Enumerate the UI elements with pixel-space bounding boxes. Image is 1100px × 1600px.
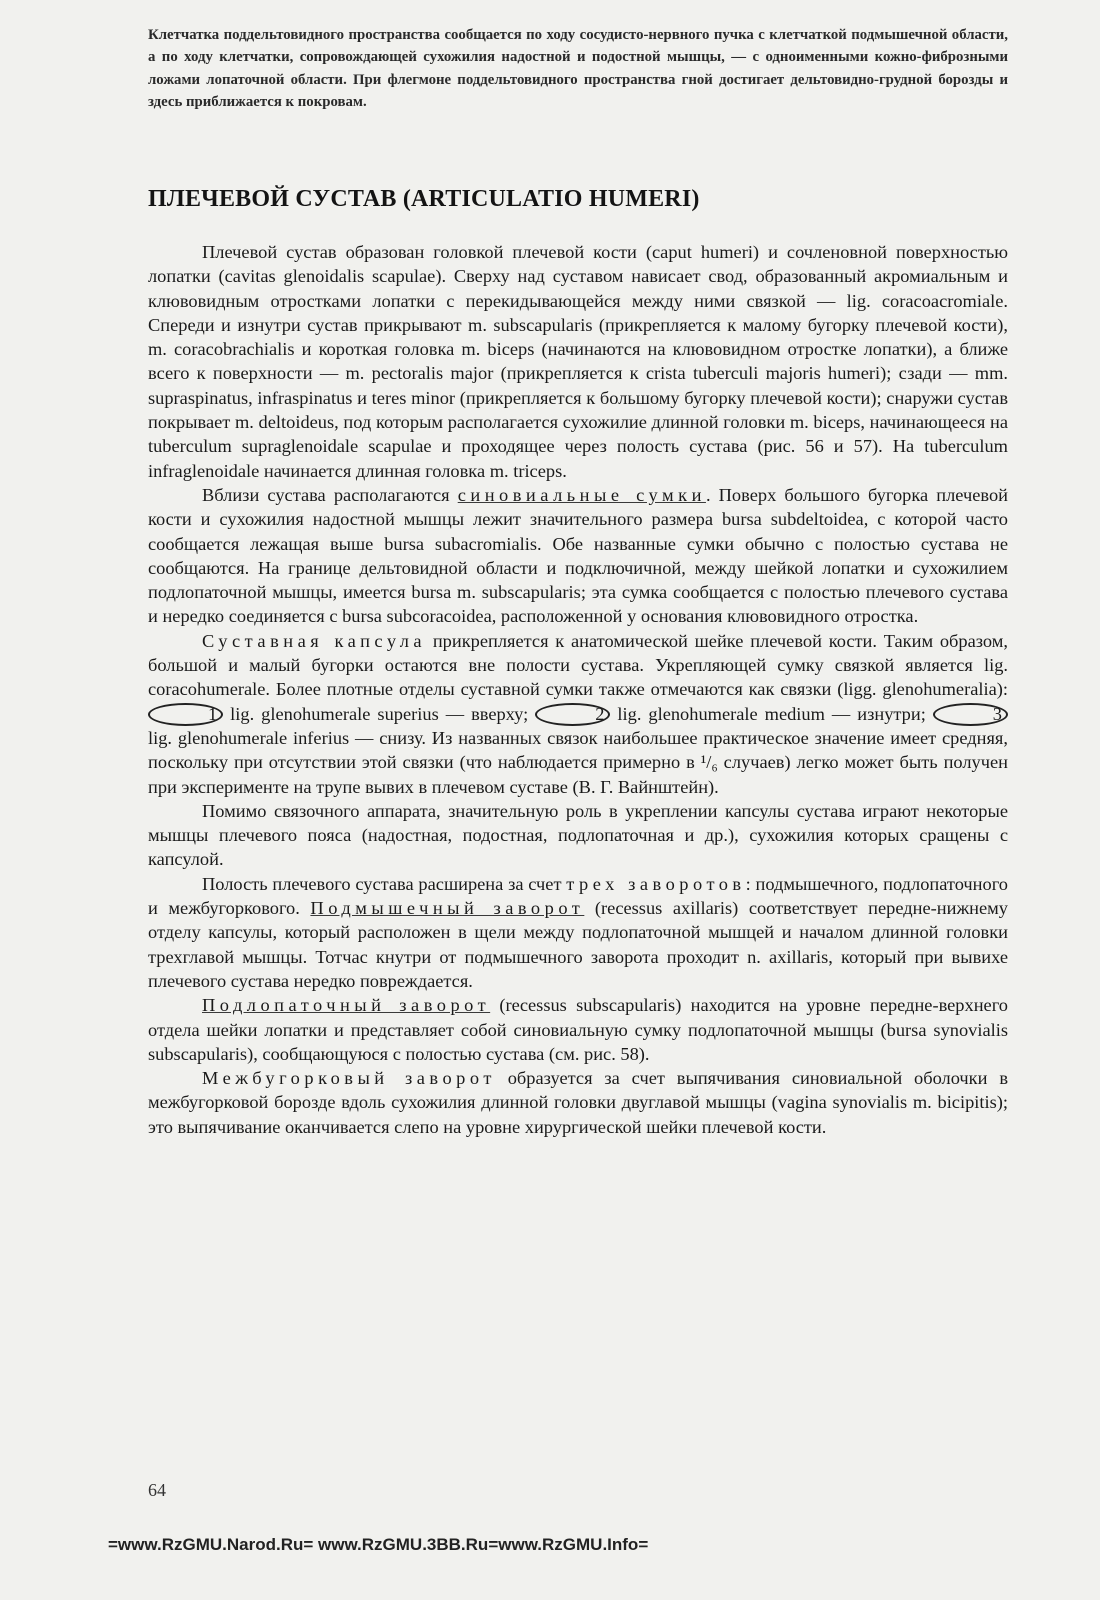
paragraph-6-rest: (recessus subscapularis) находится на уровне передне-верхнего отдела шейки лопатки и представляет собой синовиальную сумку подлопаточной мышцы (bursa synovialis subscapularis), сообщающуюся с полостью сустава (см. рис. 58). xyxy=(148,995,1008,1064)
paragraph-5-start: Полость плечевого сустава расширена за счет xyxy=(202,873,567,894)
paragraph-5 xyxy=(148,872,1008,993)
page-number: 64 xyxy=(148,1480,166,1500)
paragraph-2 xyxy=(148,483,1008,629)
term-joint-capsule: Суставная капсула xyxy=(202,630,427,651)
paragraph-2-start: Вблизи сустава располагаются xyxy=(202,484,458,505)
paragraph-3-part-d: lig. glenohumerale inferius — снизу. Из названных связок наибольшее практическое значение имеет средняя, поскольку при отсутствии этой связки (что наблюдается примерно в ¹/₆ случаев) легко может быть получен при эксперименте на трупе вывих в плечевом суставе (В. Г. Вайнштейн). xyxy=(148,727,1008,797)
paragraph-3-part-a: прикрепляется к анатомической шейке плечевой кости. Таким образом, большой и малый бугорки остаются вне полости сустава. Укрепляющей сумку связкой является lig. coracohumerale. Более плотные отделы суставной сумки также отмечаются как связки (ligg. glenohumeralia): xyxy=(148,630,1009,700)
term-three-recesses: трех заворотов xyxy=(566,873,746,894)
paragraph-5-mid: : подмышечного, подлопаточного и межбугоркового. xyxy=(148,873,1008,919)
paragraph-3-part-c: lig. glenohumerale medium — изнутри; xyxy=(610,703,933,724)
section-heading: ПЛЕЧЕВОЙ СУСТАВ (ARTICULATIO HUMERI) xyxy=(148,186,700,212)
paragraph-4: Помимо связочного аппарата, значительную роль в укреплении капсулы сустава играют некоторые мышцы плечевого пояса (надостная, подостная, подлопаточная и др.), сухожилия которых сращены с капсулой. xyxy=(148,800,1008,870)
paragraph-3 xyxy=(148,629,1008,799)
paragraph-2-rest: . Поверх большого бугорка плечевой кости и сухожилия надостной мышцы лежит значительного размера bursa subdeltoidea, с которой часто сообщается лежащая выше bursa subacromialis. Обе названные сумки обычно с полостью сустава не сообщаются. На границе дельтовидной области и подключичной, между шейкой лопатки и сухожилием подлопаточной мышцы, имеется bursa m. subscapularis; эта сумка сообщается с полостью плечевого сустава и нередко соединяется с bursa subcoracoidea, расположенной у основания клювовидного отростка. xyxy=(148,484,1009,627)
paragraph-6 xyxy=(148,993,1008,1066)
paragraph-1: Плечевой сустав образован головкой плечевой кости (caput humeri) и сочленовной поверхностью лопатки (cavitas glenoidalis scapulae). Сверху над суставом нависает свод, образованный акромиальным и клювовидным отростками лопатки с перекидывающейся между ними связкой — lig. coracoacromiale. Спереди и изнутри сустав прикрывают m. subscapularis (прикрепляется к малому бугорку плечевой кости), m. coracobrachialis и короткая головка m. biceps (начинаются на клювовидном отростке лопатки), а ближе всего к поверхности — m. pectoralis major (прикрепляется к crista tuberculi majoris humeri); сзади — mm. supraspinatus, infraspinatus и teres minor (прикрепляется к большому бугорку плечевой кости); снаружи сустав покрывает m. deltoideus, под которым располагается сухожилие длинной головки m. biceps, начинающееся на tuberculum supraglenoidale scapulae и проходящее через полость сустава (рис. 56 и 57). На tuberculum infraglenoidale начинается длинная головка m. triceps. xyxy=(148,242,1008,481)
paragraph-3-part-b: lig. glenohumerale superius — вверху; xyxy=(223,703,536,724)
circled-number-2: 2 xyxy=(535,703,610,726)
circled-number-3: 3 xyxy=(933,703,1008,726)
paragraph-5-rest: (recessus axillaris) соответствует передне-нижнему отделу капсулы, который расположен в щели между подлопаточной мышцей и началом длинной головки трехглавой мышцы. Тотчас кнутри от подмышечного заворота проходит n. axillaris, который при вывихе плечевого сустава нередко повреждается. xyxy=(148,898,1008,991)
footer-watermark: =www.RzGMU.Narod.Ru= www.RzGMU.3BB.Ru=www.RzGMU.Info= xyxy=(108,1535,649,1554)
term-intertubercular-recess: Межбугорковый заворот xyxy=(202,1068,496,1089)
body-text xyxy=(148,240,1008,1139)
paragraph-7-rest: образуется за счет выпячивания синовиальной оболочки в межбугорковой борозде вдоль сухожилия длинной головки двуглавой мышцы (vagina synovialis m. bicipitis); это выпячивание оканчивается слепо на уровне хирургической шейки плечевой кости. xyxy=(148,1068,1008,1137)
circled-number-1: 1 xyxy=(148,703,223,726)
term-synovial-bursae: синовиальные сумки xyxy=(457,484,706,505)
intro-paragraph: Клетчатка поддельтовидного пространства сообщается по ходу сосудисто-нервного пучка с клетчаткой подмышечной области, а по ходу клетчатки, сопровождающей сухожилия надостной и подостной мышцы, — с одноименными кожно-фиброзными ложами лопаточной области. При флегмоне поддельтовидного пространства гной достигает дельтовидно-грудной борозды и здесь приближается к покровам. xyxy=(148,27,1008,111)
paragraph-7 xyxy=(148,1066,1008,1139)
term-axillary-recess: Подмышечный заворот xyxy=(310,898,585,919)
term-subscapular-recess: Подлопаточный заворот xyxy=(202,995,491,1016)
